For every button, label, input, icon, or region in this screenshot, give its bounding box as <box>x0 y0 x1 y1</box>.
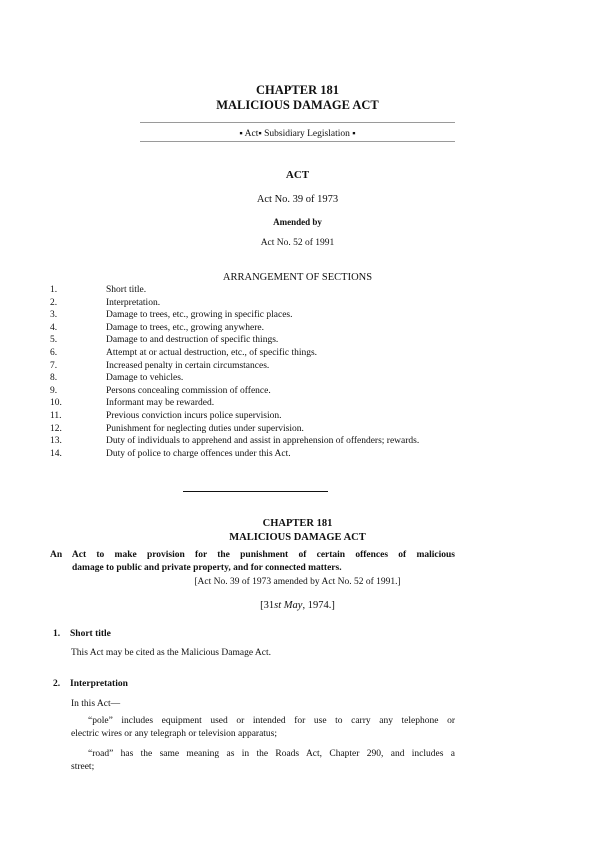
toc-title: Duty of individuals to apprehend and assist in apprehension of offenders; rewards. <box>106 436 420 447</box>
toc-number: 5. <box>50 335 58 346</box>
toc-item[interactable] <box>50 309 470 322</box>
toc-item[interactable] <box>50 435 470 448</box>
toc-number: 4. <box>50 322 58 333</box>
definition-pole: “pole” includes equipment used or intended for use to carry any telephone or <box>88 716 455 726</box>
toc-number: 12. <box>50 423 62 434</box>
toc-title: Short title. <box>106 285 147 295</box>
toc-number: 6. <box>50 347 58 358</box>
toc-title: Persons concealing commission of offence. <box>106 385 271 396</box>
subsidiary-legislation-link[interactable]: Subsidiary Legislation <box>264 129 350 139</box>
body-act-title: MALICIOUS DAMAGE ACT <box>229 532 366 543</box>
section-heading: Interpretation <box>70 679 128 689</box>
arrangement-of-sections <box>50 284 470 460</box>
section-intro: In this Act— <box>71 699 121 709</box>
toc-item[interactable] <box>50 423 470 436</box>
section-divider <box>183 491 328 492</box>
toc-item[interactable] <box>50 284 470 297</box>
arrangement-heading: ARRANGEMENT OF SECTIONS <box>222 272 373 283</box>
toc-item[interactable] <box>50 385 470 398</box>
toc-title: Attempt at or actual destruction, etc., of specific things. <box>106 347 318 358</box>
act-title: MALICIOUS DAMAGE ACT <box>216 98 379 112</box>
toc-title: Increased penalty in certain circumstances. <box>106 360 270 371</box>
toc-title: Damage to vehicles. <box>106 373 184 384</box>
section-number: 2. <box>53 679 61 689</box>
toc-title: Damage to and destruction of specific things. <box>106 335 279 346</box>
toc-number: 11. <box>50 410 62 421</box>
toc-number: 9. <box>50 385 58 396</box>
bullet-icon: ▪ <box>352 129 356 139</box>
body-chapter-number: CHAPTER 181 <box>262 518 333 529</box>
nav-bottom-rule <box>140 141 455 142</box>
toc-item[interactable] <box>50 297 470 310</box>
bullet-icon: ▪ <box>258 129 262 139</box>
commencement-date <box>0 599 595 612</box>
section-heading-short-title <box>53 628 111 640</box>
section-heading-interpretation <box>53 678 128 690</box>
legislation-nav <box>0 128 595 140</box>
commencement-text: st May <box>274 600 303 611</box>
toc-item[interactable] <box>50 397 470 410</box>
toc-title: Punishment for neglecting duties under supervision. <box>106 423 304 434</box>
toc-item[interactable] <box>50 334 470 347</box>
toc-number: 14. <box>50 448 62 459</box>
toc-number: 2. <box>50 297 58 308</box>
act-number: Act No. 39 of 1973 <box>256 194 339 205</box>
act-link[interactable]: Act <box>244 129 259 139</box>
toc-title: Previous conviction incurs police supervision. <box>106 410 282 421</box>
act-label: ACT <box>285 169 310 181</box>
toc-item[interactable] <box>50 372 470 385</box>
toc-number: 13. <box>50 436 62 447</box>
toc-number: 3. <box>50 310 58 321</box>
toc-number: 1. <box>50 285 58 295</box>
toc-item[interactable] <box>50 448 470 461</box>
long-title <box>50 549 455 575</box>
toc-title: Duty of police to charge offences under this Act. <box>106 448 291 459</box>
chapter-number: CHAPTER 181 <box>256 83 339 97</box>
toc-number: 7. <box>50 360 58 371</box>
commencement-text: [31 <box>260 600 275 611</box>
section-text: This Act may be cited as the Malicious Damage Act. <box>71 648 271 658</box>
toc-number: 10. <box>50 398 62 409</box>
toc-item[interactable] <box>50 410 470 423</box>
toc-item[interactable] <box>50 322 470 335</box>
nav-top-rule <box>140 122 455 123</box>
act-reference: [Act No. 39 of 1973 amended by Act No. 52 of 1991.] <box>194 577 401 587</box>
definition-road: “road” has the same meaning as in the Roads Act, Chapter 290, and includes a <box>88 749 455 759</box>
toc-title: Damage to trees, etc., growing anywhere. <box>106 322 265 333</box>
long-title-line: An Act to make provision for the punishment of certain offences of malicious <box>50 550 455 560</box>
amending-act: Act No. 52 of 1991 <box>260 238 335 248</box>
toc-number: 8. <box>50 373 58 384</box>
amended-by-label: Amended by <box>273 217 322 227</box>
toc-title: Damage to trees, etc., growing in specific places. <box>106 310 293 321</box>
definition-road-cont: street; <box>71 762 95 772</box>
toc-title: Interpretation. <box>106 297 161 308</box>
toc-title: Informant may be rewarded. <box>106 398 215 409</box>
toc-item[interactable] <box>50 347 470 360</box>
toc-item[interactable] <box>50 360 470 373</box>
section-number: 1. <box>53 629 61 639</box>
definition-pole-cont: electric wires or any telegraph or television apparatus; <box>71 729 278 739</box>
section-heading: Short title <box>70 629 111 639</box>
long-title-line: damage to public and private property, and for connected matters. <box>72 563 342 573</box>
bullet-icon: ▪ <box>239 129 243 139</box>
commencement-text: , 1974.] <box>302 600 335 611</box>
